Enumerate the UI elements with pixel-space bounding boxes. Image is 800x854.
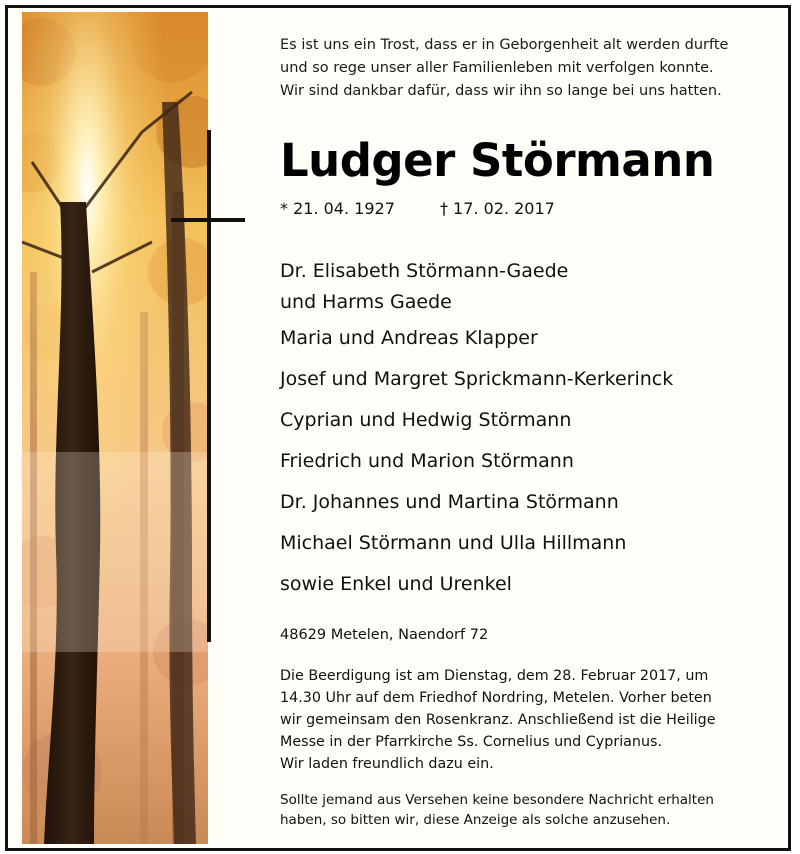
forest-photo — [22, 12, 208, 844]
cross-bar — [171, 218, 245, 222]
birth-date: * 21. 04. 1927 — [280, 199, 395, 218]
mourner-item: Dr. Johannes und Martina Störmann — [280, 491, 619, 513]
mourner-item: Michael Störmann und Ulla Hillmann — [280, 532, 627, 554]
quote — [280, 34, 760, 103]
mourner-item: Josef und Margret Sprickmann-Kerkerinck — [280, 368, 674, 390]
cross-icon — [207, 130, 211, 642]
death-date: † 17. 02. 2017 — [439, 199, 555, 218]
life-dates — [280, 198, 760, 220]
mourners-list — [280, 256, 760, 605]
quote-line: und so rege unser aller Familienleben mit verfolgen konnte. — [280, 60, 714, 76]
mourner-item: Friedrich und Marion Störmann — [280, 450, 574, 472]
mourner-item: Cyprian und Hedwig Störmann — [280, 409, 572, 431]
mourner-item: Maria und Andreas Klapper — [280, 327, 538, 349]
family-address: 48629 Metelen, Naendorf 72 — [280, 627, 489, 643]
funeral-info — [280, 665, 760, 775]
mourner-item: sowie Enkel und Urenkel — [280, 573, 512, 595]
mourner-line: und Harms Gaede — [280, 291, 452, 313]
deceased-name: Ludger Störmann — [280, 134, 715, 187]
obituary-notice — [5, 5, 791, 851]
forest-illustration — [22, 12, 208, 844]
quote-line: Es ist uns ein Trost, dass er in Geborgenheit alt werden durfte — [280, 37, 729, 53]
quote-line: Wir sind dankbar dafür, dass wir ihn so lange bei uns hatten. — [280, 83, 722, 99]
funeral-line: 14.30 Uhr auf dem Friedhof Nordring, Metelen. Vorher beten — [280, 690, 712, 706]
closing-note — [280, 790, 760, 830]
funeral-line: wir gemeinsam den Rosenkranz. Anschließend ist die Heilige — [280, 712, 716, 728]
closing-line: Sollte jemand aus Versehen keine besondere Nachricht erhalten — [280, 792, 714, 808]
funeral-line: Die Beerdigung ist am Dienstag, dem 28. Februar 2017, um — [280, 668, 709, 684]
closing-line: haben, so bitten wir, diese Anzeige als solche anzusehen. — [280, 812, 671, 828]
funeral-line: Wir laden freundlich dazu ein. — [280, 756, 494, 772]
mourner-item — [280, 256, 760, 318]
funeral-line: Messe in der Pfarrkirche Ss. Cornelius und Cyprianus. — [280, 734, 663, 750]
mourner-line: Dr. Elisabeth Störmann-Gaede — [280, 260, 569, 282]
